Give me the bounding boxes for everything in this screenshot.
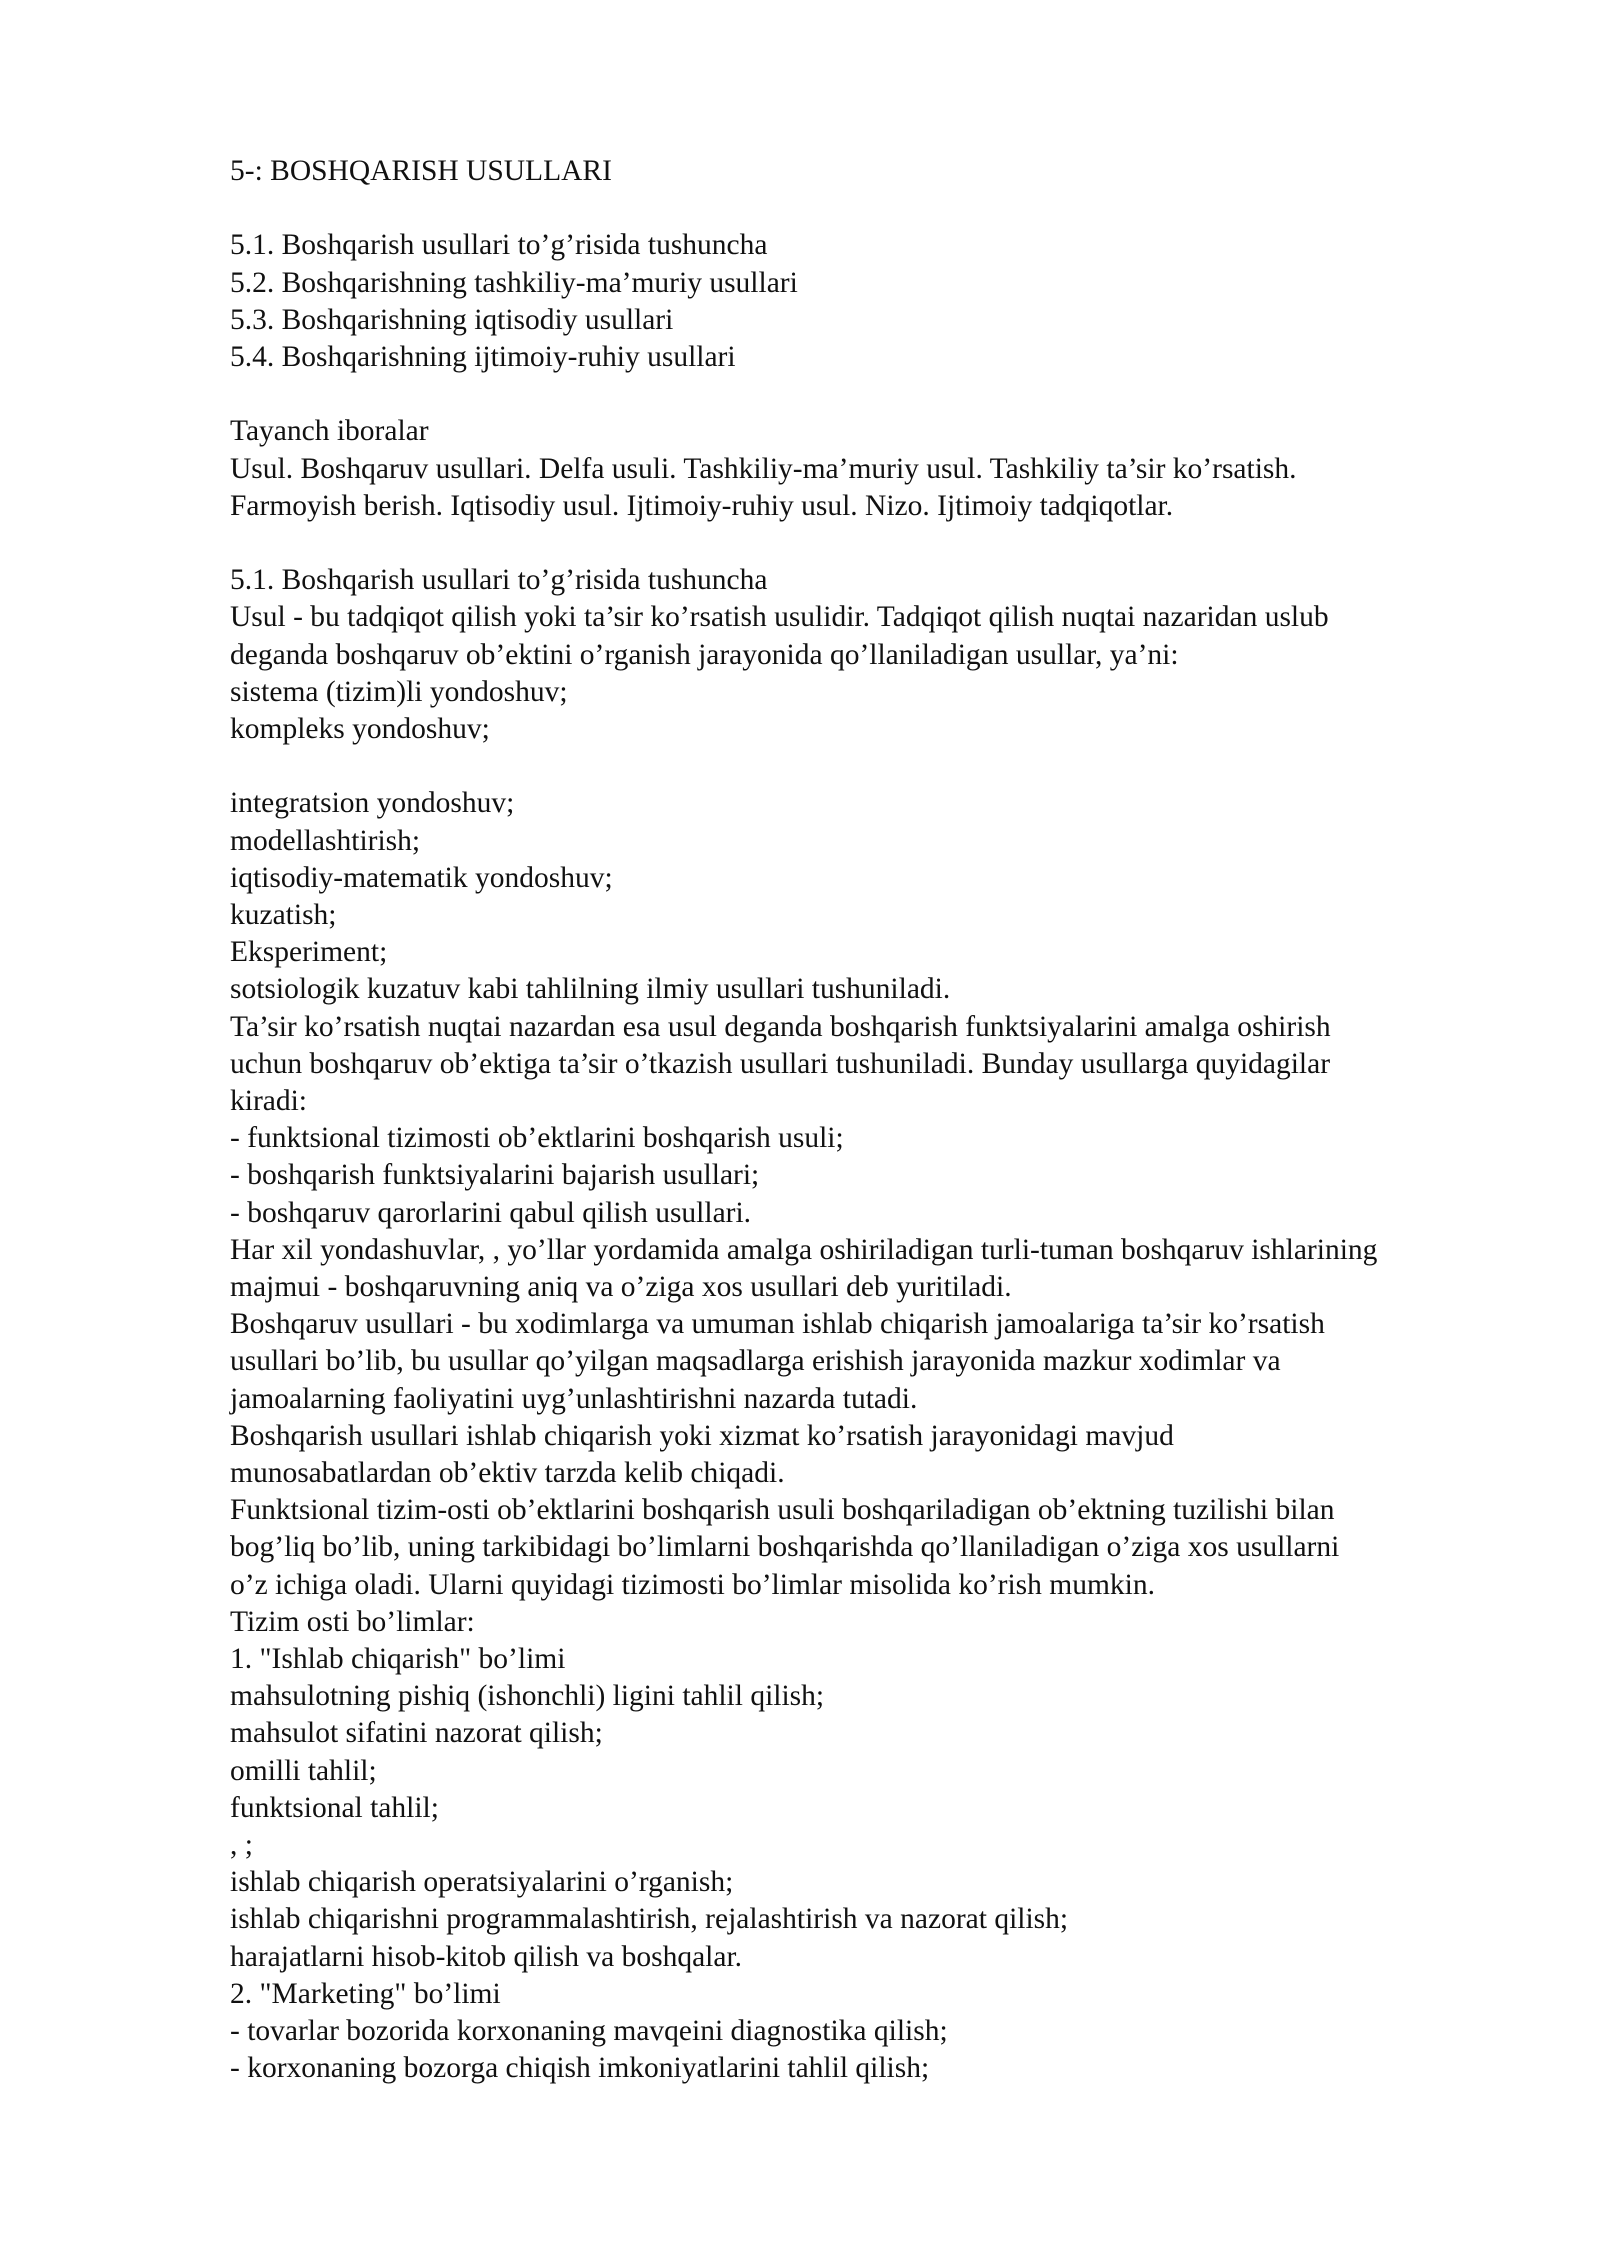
text-line: sistema (tizim)li yondoshuv; [230, 675, 568, 708]
text-block [230, 785, 1530, 2087]
text-line: - tovarlar bozorida korxonaning mavqeini diagnostika qilish; [230, 2015, 948, 2048]
keywords-line: Farmoyish berish. Iqtisodiy usul. Ijtimoiy-ruhiy usul. Nizo. Ijtimoiy tadqiqotlar. [230, 489, 1174, 522]
section-body [230, 562, 1530, 2087]
text-line: - boshqarish funktsiyalarini bajarish usullari; [230, 1159, 760, 1192]
document-title: 5-: BOSHQARISH USULLARI [230, 155, 612, 187]
text-line: bog’liq bo’lib, uning tarkibidagi bo’limlarni boshqarishda qo’llaniladigan o’ziga xos usullarni [230, 1531, 1340, 1564]
text-line: sotsiologik kuzatuv kabi tahlilning ilmiy usullari tushuniladi. [230, 973, 951, 1006]
text-line: majmui - boshqaruvning aniq va o’ziga xos usullari deb yuritiladi. [230, 1271, 1012, 1304]
text-line: Usul - bu tadqiqot qilish yoki ta’sir ko’rsatish usulidir. Tadqiqot qilish nuqtai nazaridan uslub [230, 601, 1329, 634]
contents-item: 5.2. Boshqarishning tashkiliy-ma’muriy usullari [230, 266, 798, 299]
text-line: Funktsional tizim-osti ob’ektlarini boshqarish usuli boshqariladigan ob’ektning tuzilishi bilan [230, 1494, 1335, 1527]
text-block [230, 599, 1530, 748]
text-line: integratsion yondoshuv; [230, 787, 515, 820]
spacer [230, 190, 1530, 227]
text-line: deganda boshqaruv ob’ektini o’rganish jarayonida qo’llaniladigan usullar, ya’ni: [230, 638, 1179, 671]
section-heading: 5.1. Boshqarish usullari to’g’risida tushuncha [230, 564, 768, 597]
text-line: iqtisodiy-matematik yondoshuv; [230, 861, 613, 894]
text-line: Boshqarish usullari ishlab chiqarish yoki xizmat ko’rsatish jarayonidagi mavjud [230, 1419, 1174, 1452]
text-line: ishlab chiqarish operatsiyalarini o’rganish; [230, 1866, 734, 1899]
text-line: omilli tahlil; [230, 1754, 377, 1787]
text-line: , ; [230, 1829, 253, 1862]
text-line: - korxonaning bozorga chiqish imkoniyatlarini tahlil qilish; [230, 2052, 930, 2085]
contents-item: 5.4. Boshqarishning ijtimoiy-ruhiy usullari [230, 341, 736, 373]
text-line: usullari bo’lib, bu usullar qo’yilgan maqsadlarga erishish jarayonida mazkur xodimlar va [230, 1345, 1281, 1378]
text-line: o’z ichiga oladi. Ularni quyidagi tizimosti bo’limlar misolida ko’rish mumkin. [230, 1568, 1156, 1601]
contents-item: 5.1. Boshqarish usullari to’g’risida tushuncha [230, 229, 768, 262]
spacer [230, 525, 1530, 562]
text-line: kuzatish; [230, 899, 337, 931]
text-line: uchun boshqaruv ob’ektiga ta’sir o’tkazish usullari tushuniladi. Bunday usullarga quyidagilar [230, 1047, 1331, 1080]
spacer [230, 376, 1530, 413]
spacer [230, 748, 1530, 785]
text-line: Eksperiment; [230, 936, 388, 969]
text-line: harajatlarni hisob-kitob qilish va boshqalar. [230, 1940, 743, 1973]
text-line: 2. "Marketing" bo’limi [230, 1977, 501, 2010]
text-line: mahsulotning pishiq (ishonchli) ligini tahlil qilish; [230, 1680, 825, 1713]
text-line: jamoalarning faoliyatini uyg’unlashtirishni nazarda tutadi. [230, 1382, 918, 1415]
text-line: mahsulot sifatini nazorat qilish; [230, 1717, 603, 1750]
text-line: 1. "Ishlab chiqarish" bo’limi [230, 1643, 566, 1676]
contents-list [230, 227, 1530, 376]
text-line: modellashtirish; [230, 824, 421, 857]
text-line: funktsional tahlil; [230, 1791, 439, 1824]
text-line: ishlab chiqarishni programmalashtirish, rejalashtirish va nazorat qilish; [230, 1903, 1069, 1936]
keywords-line: Usul. Boshqaruv usullari. Delfa usuli. Tashkiliy-ma’muriy usul. Tashkiliy ta’sir ko’rsatish. [230, 452, 1297, 485]
contents-item: 5.3. Boshqarishning iqtisodiy usullari [230, 303, 674, 336]
text-line: kiradi: [230, 1085, 308, 1118]
text-line: - funktsional tizimosti ob’ektlarini boshqarish usuli; [230, 1122, 844, 1155]
document-page [230, 153, 1530, 2088]
text-line: Har xil yondashuvlar, , yo’llar yordamida amalga oshiriladigan turli-tuman boshqaruv ishlarining [230, 1233, 1378, 1266]
text-line: kompleks yondoshuv; [230, 713, 490, 745]
keywords-block [230, 413, 1530, 525]
text-line: - boshqaruv qarorlarini qabul qilish usullari. [230, 1196, 752, 1229]
text-line: Boshqaruv usullari - bu xodimlarga va umuman ishlab chiqarish jamoalariga ta’sir ko’rsatish [230, 1308, 1325, 1341]
text-line: munosabatlardan ob’ektiv tarzda kelib chiqadi. [230, 1457, 785, 1490]
text-line: Tizim osti bo’limlar: [230, 1605, 475, 1638]
text-line: Ta’sir ko’rsatish nuqtai nazardan esa usul deganda boshqarish funktsiyalarini amalga oshirish [230, 1010, 1331, 1043]
keywords-heading: Tayanch iboralar [230, 415, 429, 448]
